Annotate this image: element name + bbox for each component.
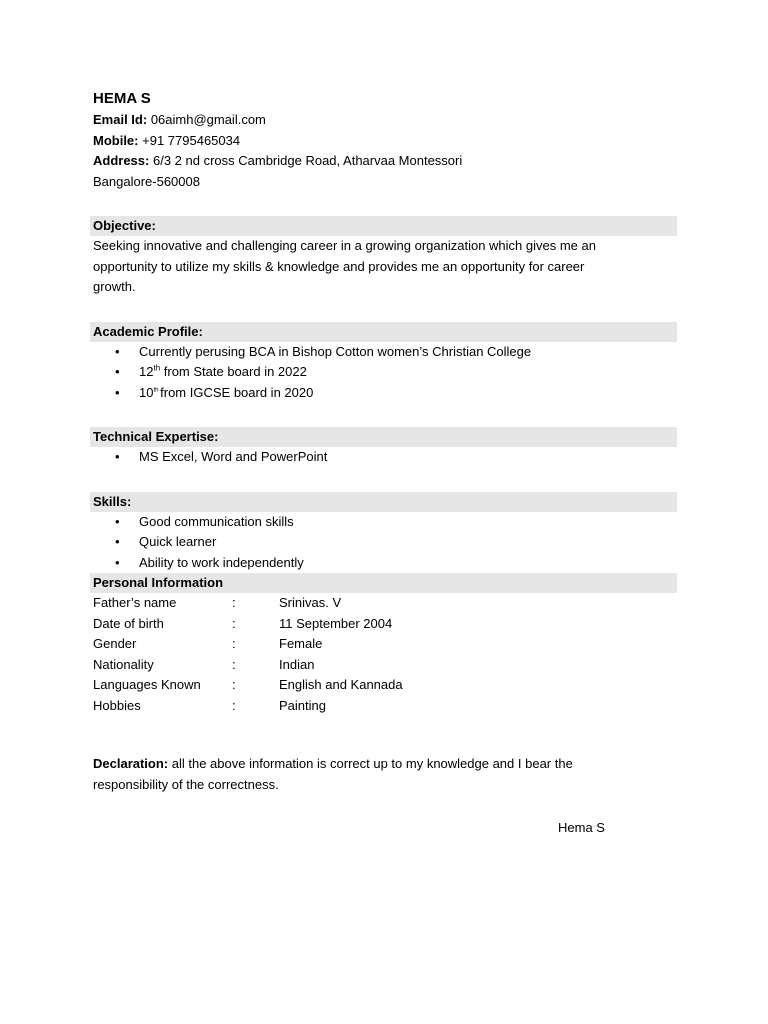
academic-item-1: Currently perusing BCA in Bishop Cotton women’s Christian College	[139, 343, 532, 359]
info-value: Srinivas. V	[279, 595, 342, 610]
academic-item-2-text: from State board in 2022	[160, 364, 307, 379]
objective-heading: Objective:	[90, 216, 677, 236]
bullet-icon: •	[115, 449, 120, 464]
info-value: English and Kannada	[279, 677, 403, 692]
email-line	[93, 110, 677, 131]
academic-item-2-suffix: th	[153, 363, 161, 373]
list-item	[93, 342, 677, 363]
candidate-name: HEMA S	[93, 90, 151, 107]
email-value: 06aimh@gmail.com	[150, 112, 266, 127]
info-separator: :	[232, 677, 236, 692]
table-row	[93, 614, 677, 635]
skill-item: Good communication skills	[139, 513, 294, 529]
academic-item-2-number: 12	[139, 364, 154, 379]
info-separator: :	[232, 595, 236, 610]
objective-text-line-3: growth.	[93, 279, 136, 294]
table-row	[93, 675, 677, 696]
resume-page	[93, 88, 677, 795]
declaration-line-1	[93, 754, 677, 775]
list-item	[93, 362, 677, 383]
info-key: Languages Known	[93, 677, 201, 692]
info-separator: :	[232, 636, 236, 651]
academic-list	[93, 342, 677, 404]
personal-heading: Personal Information	[90, 573, 677, 593]
mobile-label: Mobile:	[93, 132, 139, 148]
academic-item-3-suffix: th	[153, 387, 161, 394]
info-value: Painting	[279, 697, 326, 713]
academic-item-3-number: 10	[139, 384, 154, 400]
info-separator: :	[232, 615, 236, 631]
technical-list	[93, 447, 677, 468]
address-line	[93, 151, 677, 172]
declaration-label: Declaration:	[93, 756, 169, 771]
info-value: Indian	[279, 656, 315, 672]
list-item	[93, 383, 677, 404]
bullet-icon: •	[115, 554, 120, 570]
info-value: 11 September 2004	[279, 615, 393, 631]
skills-list	[93, 512, 677, 574]
info-value: Female	[279, 636, 323, 651]
table-row	[93, 593, 677, 614]
objective-text-line-1: Seeking innovative and challenging career in a growing organization which gives me an	[93, 238, 596, 253]
info-key: Nationality	[93, 656, 154, 672]
info-separator: :	[232, 656, 236, 672]
technical-item: MS Excel, Word and PowerPoint	[139, 449, 328, 464]
technical-heading: Technical Expertise:	[90, 427, 677, 447]
info-key: Date of birth	[93, 615, 164, 631]
info-separator: :	[232, 697, 236, 713]
address-line-2: Bangalore-560008	[93, 173, 200, 189]
bullet-icon: •	[115, 364, 120, 379]
skills-heading: Skills:	[90, 492, 677, 512]
bullet-icon: •	[115, 343, 120, 359]
table-row	[93, 634, 677, 655]
list-item	[93, 447, 677, 468]
declaration-line-2: responsibility of the correctness.	[93, 776, 279, 792]
bullet-icon: •	[115, 513, 120, 529]
skill-item: Quick learner	[139, 534, 217, 549]
personal-info-table	[93, 593, 677, 716]
academic-item-3-text: from IGCSE board in 2020	[160, 384, 314, 400]
signature-name: Hema S	[558, 820, 605, 835]
address-label: Address:	[93, 153, 150, 168]
address-value: 6/3 2 nd cross Cambridge Road, Atharvaa Montessori	[152, 153, 463, 168]
table-row	[93, 655, 677, 676]
email-label: Email Id:	[93, 112, 148, 127]
declaration-text: all the above information is correct up to my knowledge and I bear the	[168, 756, 573, 771]
objective-text-line-2: opportunity to utilize my skills & knowledge and provides me an opportunity for career	[93, 258, 585, 274]
list-item	[93, 532, 677, 553]
list-item	[93, 512, 677, 533]
info-key: Gender	[93, 636, 137, 651]
academic-heading: Academic Profile:	[90, 322, 677, 342]
skill-item: Ability to work independently	[139, 554, 304, 570]
list-item	[93, 553, 677, 574]
bullet-icon: •	[115, 384, 120, 400]
info-key: Father’s name	[93, 595, 177, 610]
table-row	[93, 696, 677, 717]
mobile-line	[93, 131, 677, 152]
mobile-value: +91 7795465034	[142, 132, 241, 148]
info-key: Hobbies	[93, 697, 141, 713]
bullet-icon: •	[115, 534, 120, 549]
